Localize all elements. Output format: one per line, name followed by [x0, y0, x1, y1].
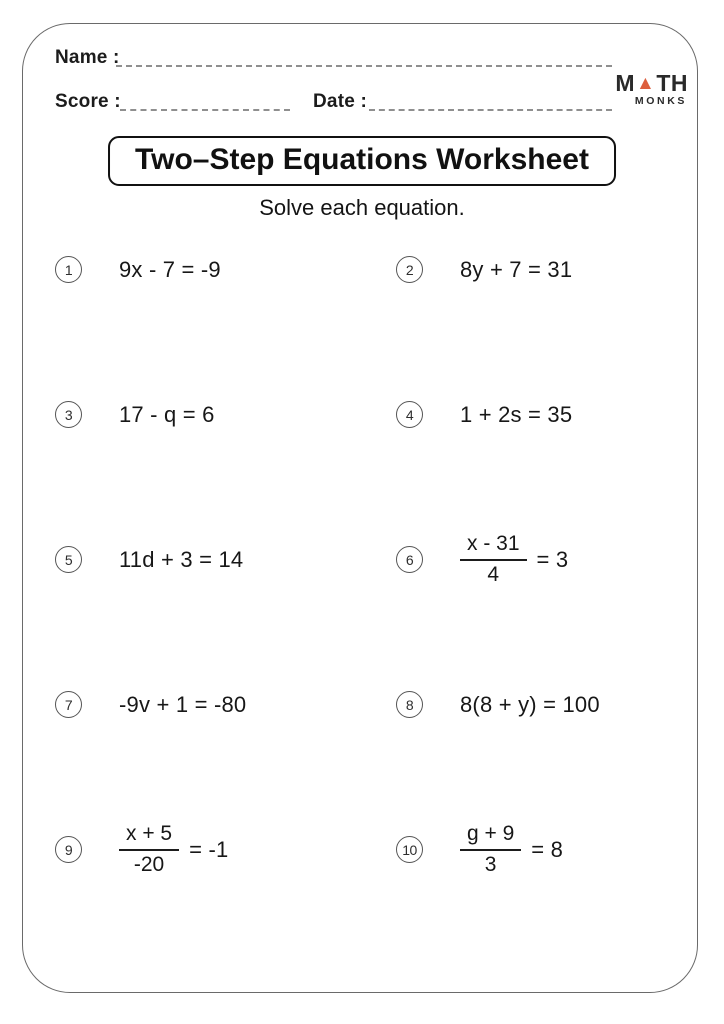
problem-2 [362, 197, 724, 342]
fraction [119, 822, 179, 876]
equation-fraction [460, 532, 568, 586]
logo-wordmark [615, 72, 688, 95]
logo-subtext: MONKS [634, 95, 687, 107]
fraction-numerator: g + 9 [460, 822, 521, 850]
equation-text: 8(8 + y) = 100 [460, 691, 600, 717]
fraction-denominator: -20 [133, 852, 165, 876]
date-label: Date : [313, 91, 367, 112]
equation-text: 9x - 7 = -9 [119, 256, 221, 282]
worksheet-title: Two–Step Equations Worksheet [108, 136, 616, 186]
fraction-denominator: 3 [484, 852, 497, 876]
problem-3 [0, 342, 362, 487]
equation-rhs: = 3 [536, 546, 569, 572]
fraction-numerator: x + 5 [119, 822, 179, 850]
equation-text: 8y + 7 = 31 [460, 256, 573, 282]
triangle-icon: ▲ [636, 73, 656, 94]
score-fill-line [120, 109, 290, 111]
problem-1 [0, 197, 362, 342]
date-fill-line [369, 109, 612, 111]
fraction-denominator: 4 [487, 562, 500, 586]
problem-8 [362, 632, 724, 777]
problems-grid [0, 197, 724, 922]
problem-10 [362, 777, 724, 922]
problem-number-badge: 10 [396, 836, 423, 863]
fraction-numerator: x - 31 [460, 532, 527, 560]
fraction [460, 532, 527, 586]
equation-text: -9v + 1 = -80 [119, 691, 247, 717]
problem-number-badge: 7 [55, 691, 82, 718]
fraction [460, 822, 521, 876]
problem-number-badge: 3 [55, 401, 82, 428]
problem-number-badge: 9 [55, 836, 82, 863]
problem-number-badge: 1 [55, 256, 82, 283]
logo-text-th: TH [656, 70, 688, 96]
score-label: Score : [55, 91, 121, 112]
equation-fraction [460, 822, 563, 876]
problem-6 [362, 487, 724, 632]
problem-7 [0, 632, 362, 777]
equation-rhs: = 8 [531, 836, 564, 862]
math-monks-logo [615, 72, 688, 107]
problem-number-badge: 5 [55, 546, 82, 573]
problem-4 [362, 342, 724, 487]
logo-text-m: M [615, 70, 636, 96]
equation-text: 11d + 3 = 14 [119, 546, 244, 572]
equation-text: 1 + 2s = 35 [460, 401, 573, 427]
problem-number-badge: 2 [396, 256, 423, 283]
instruction-text: Solve each equation. [259, 195, 465, 220]
equation-fraction [119, 822, 228, 876]
equation-rhs: = -1 [189, 836, 229, 862]
problem-number-badge: 6 [396, 546, 423, 573]
problem-number-badge: 4 [396, 401, 423, 428]
equation-text: 17 - q = 6 [119, 401, 215, 427]
problem-number-badge: 8 [396, 691, 423, 718]
problem-9 [0, 777, 362, 922]
name-fill-line [116, 65, 612, 67]
name-label: Name : [55, 47, 120, 68]
problem-5 [0, 487, 362, 632]
